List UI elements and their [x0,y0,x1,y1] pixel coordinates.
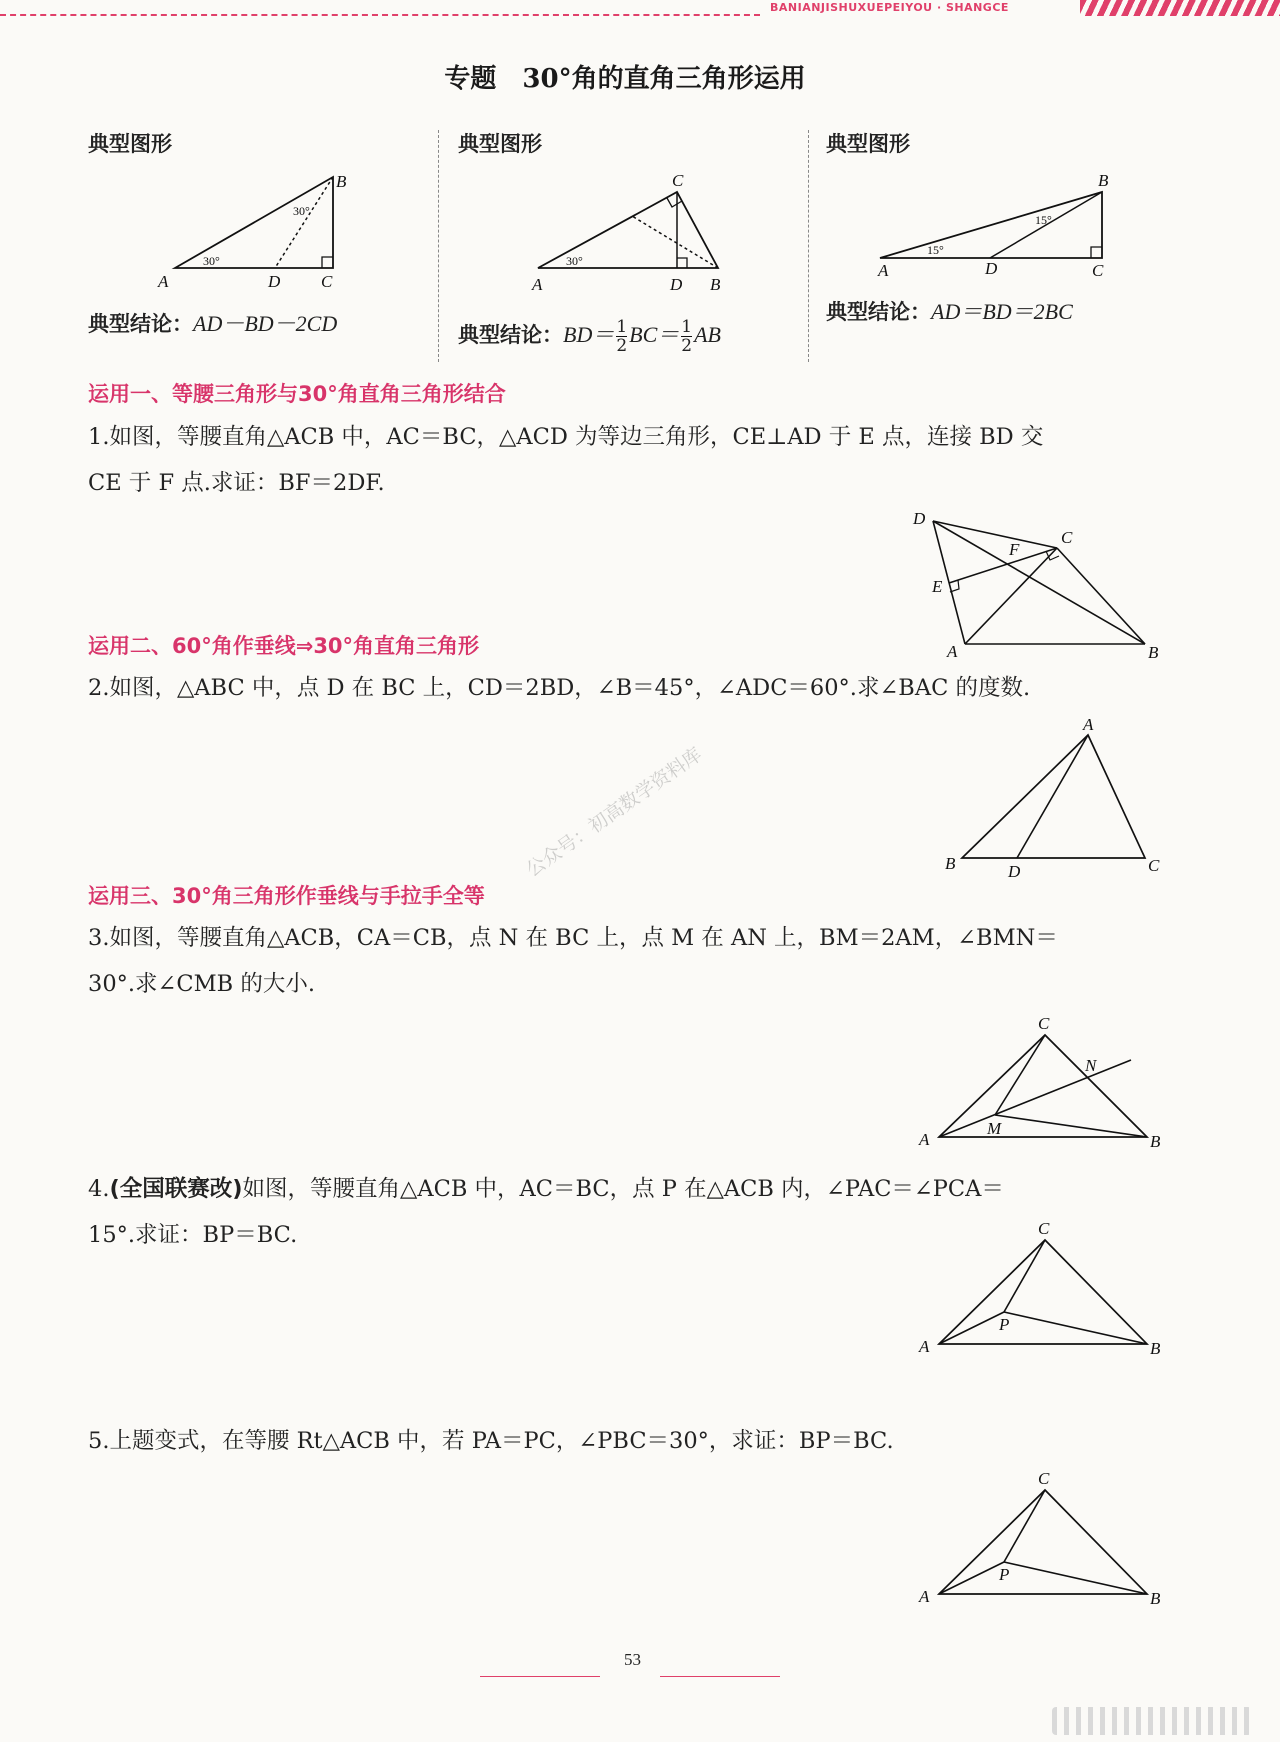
svg-text:A: A [158,272,169,291]
svg-text:30°: 30° [293,204,310,218]
svg-text:P: P [999,1315,1010,1334]
svg-text:C: C [1038,1014,1050,1033]
column-divider-1 [438,130,439,362]
svg-text:D: D [670,275,683,294]
typical-figure-3 [870,172,1110,282]
typical-heading-2: 典型图形 [458,132,542,156]
header-dashed-line [0,14,760,16]
svg-text:E: E [932,577,943,596]
svg-text:B: B [945,854,956,873]
svg-text:15°: 15° [1035,213,1052,227]
svg-text:D: D [268,272,281,291]
problem-2-line-1: 2.如图，△ABC 中，点 D 在 BC 上，CD＝2BD，∠B＝45°，∠ADC＝60°.求∠BAC 的度数. [88,675,1031,701]
header-text: BANIANJISHUXUEPEIYOU · SHANGCE [770,1,1009,14]
problem-3-line-2: 30°.求∠CMB 的大小. [88,971,315,997]
section-heading-1: 运用一、等腰三角形与30°角直角三角形结合 [88,382,506,406]
svg-text:A: A [532,275,543,294]
svg-text:C: C [1038,1469,1050,1488]
page-header [0,0,1280,24]
problem-4-source: (全国联赛改) [109,1176,243,1202]
typical-conclusion-1: 典型结论：AD－BD－2CD [88,311,338,336]
svg-text:A: A [878,261,889,280]
svg-text:N: N [1085,1056,1097,1075]
svg-text:B: B [1098,171,1109,190]
problem-4-line-1: 4.(全国联赛改)如图，等腰直角△ACB 中，AC＝BC，点 P 在△ACB 内，∠PAC＝∠PCA＝ [88,1176,1004,1202]
svg-text:A: A [919,1337,930,1356]
svg-text:C: C [1148,856,1160,875]
svg-text:A: A [1083,715,1094,734]
problem-3-figure [915,1015,1175,1165]
svg-text:B: B [1150,1589,1161,1608]
problem-5 [88,1418,1168,1464]
page-ornament-right [660,1676,780,1677]
svg-text:C: C [1061,528,1073,547]
problem-4-figure [915,1218,1175,1368]
problem-1 [88,414,1168,506]
svg-text:A: A [919,1130,930,1149]
svg-text:F: F [1009,540,1020,559]
section-heading-3: 运用三、30°角三角形作垂线与手拉手全等 [88,884,485,908]
svg-text:A: A [947,642,958,661]
page-ornament-left [480,1676,600,1677]
problem-2 [88,665,1168,711]
typical-figure-2 [520,172,740,302]
svg-text:B: B [336,172,347,191]
svg-text:B: B [710,275,721,294]
svg-text:D: D [1008,862,1021,881]
watermark: 公众号：初高数学资料库 [522,743,707,882]
problem-4-line-2: 15°.求证：BP＝BC. [88,1222,298,1248]
svg-text:B: B [1150,1132,1161,1151]
svg-text:30°: 30° [203,254,220,268]
typical-heading-3: 典型图形 [826,132,910,156]
typical-figure-1 [150,165,360,295]
svg-text:C: C [1038,1219,1050,1238]
page-number: 53 [624,1650,641,1669]
svg-text:C: C [1092,261,1104,280]
header-stripes-decoration [1080,0,1280,16]
svg-text:C: C [672,171,684,190]
column-divider-2 [808,130,809,362]
problem-1-line-2: CE 于 F 点.求证：BF＝2DF. [88,470,385,496]
problem-1-figure [905,505,1175,662]
problem-5-figure [915,1470,1175,1620]
problem-3-line-1: 3.如图，等腰直角△ACB，CA＝CB，点 N 在 BC 上，点 M 在 AN 上，BM＝2AM，∠BMN＝ [88,925,1058,951]
page-title: 专题 30°角的直角三角形运用 [444,64,806,94]
svg-text:A: A [919,1587,930,1606]
section-heading-2: 运用二、60°角作垂线⇒30°角直角三角形 [88,634,480,658]
problem-1-line-1: 1.如图，等腰直角△ACB 中，AC＝BC，△ACD 为等边三角形，CE⊥AD 于 E 点，连接 BD 交 [88,424,1044,450]
svg-text:D: D [913,509,926,528]
svg-text:15°: 15° [927,243,944,257]
problem-5-line-1: 5.上题变式，在等腰 Rt△ACB 中，若 PA＝PC，∠PBC＝30°，求证：BP＝BC. [88,1428,894,1454]
typical-conclusion-3: 典型结论：AD＝BD＝2BC [826,299,1073,324]
footer-logo-mark [1052,1707,1252,1735]
svg-text:D: D [985,259,998,278]
problem-2-figure [940,715,1170,885]
typical-heading-1: 典型图形 [88,132,172,156]
svg-text:B: B [1148,643,1159,662]
svg-text:P: P [999,1565,1010,1584]
problem-3 [88,915,1168,1007]
svg-text:30°: 30° [566,254,583,268]
svg-text:B: B [1150,1339,1161,1358]
svg-text:C: C [321,272,333,291]
svg-text:M: M [987,1119,1002,1138]
typical-conclusion-2: 典型结论：BD＝ $\frac{1}{2}$ BC＝ $\frac{1}{2}$ AB [458,317,721,356]
